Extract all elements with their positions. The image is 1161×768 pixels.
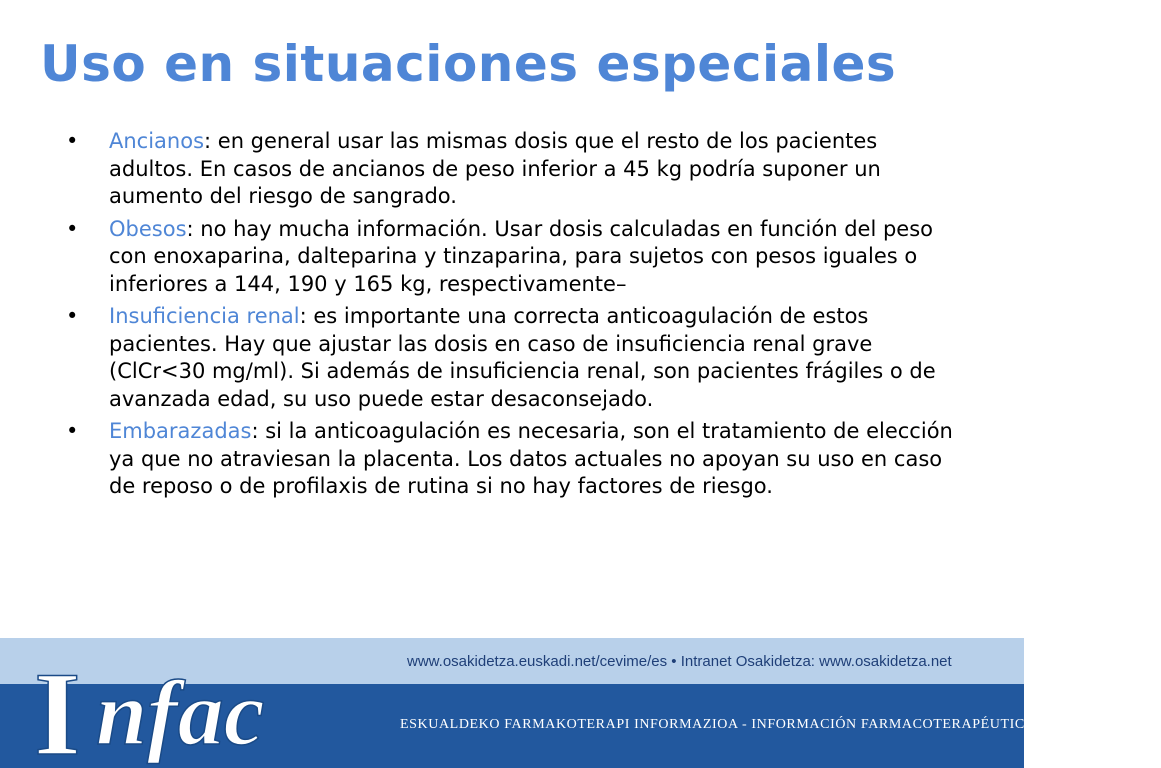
bullet-text: : si la anticoagulación es necesaria, son el tratamiento de elección ya que no atraviesan la placenta. Los datos actuales no apoyan su uso en caso de reposo o de profilaxis de rutina si no hay factores de riesgo.	[109, 419, 953, 498]
bullet-item	[66, 216, 966, 299]
infac-logo	[0, 638, 360, 768]
bullet-text: : en general usar las mismas dosis que el resto de los pacientes adultos. En casos de ancianos de peso inferior a 45 kg podría suponer un aumento del riesgo de sangrado.	[109, 129, 881, 208]
bullet-list	[66, 128, 966, 506]
bullet-item	[66, 303, 966, 413]
slide-title: Uso en situaciones especiales	[40, 35, 897, 93]
footer-tagline: ESKUALDEKO FARMAKOTERAPI INFORMAZIOA - INFORMACIÓN FARMACOTERAPÉUTICA DE LA COMARCA	[400, 717, 1161, 732]
bullet-item	[66, 128, 966, 211]
footer-banner	[0, 638, 1161, 768]
bullet-marker: •	[66, 304, 79, 328]
footer-links: www.osakidetza.euskadi.net/cevime/es • Intranet Osakidetza: www.osakidetza.net	[407, 653, 952, 670]
bullet-item	[66, 418, 966, 501]
bullet-marker: •	[66, 419, 79, 443]
bullet-marker: •	[66, 129, 79, 153]
bullet-term: Obesos	[109, 216, 187, 241]
bullet-text: : es importante una correcta anticoagulación de estos pacientes. Hay que ajustar las dosis en caso de insuficiencia renal grave (ClCr<30 mg/ml). Si además de insuficiencia renal, son pacientes frágiles o de avanzada edad, su uso puede estar desaconsejado.	[109, 304, 936, 411]
bullet-term: Ancianos	[109, 129, 205, 153]
logo-initial: I	[34, 647, 81, 768]
logo-rest: nfac	[96, 662, 265, 764]
bullet-term: Insuficiencia renal	[109, 304, 300, 328]
bullet-term: Embarazadas	[109, 419, 252, 443]
bullet-text: : no hay mucha información. Usar dosis calculadas en función del peso con enoxaparina, dalteparina y tinzaparina, para sujetos con pesos iguales o inferiores a 144, 190 y 165 kg, respectivamente–	[109, 216, 934, 296]
bullet-marker: •	[66, 216, 79, 241]
